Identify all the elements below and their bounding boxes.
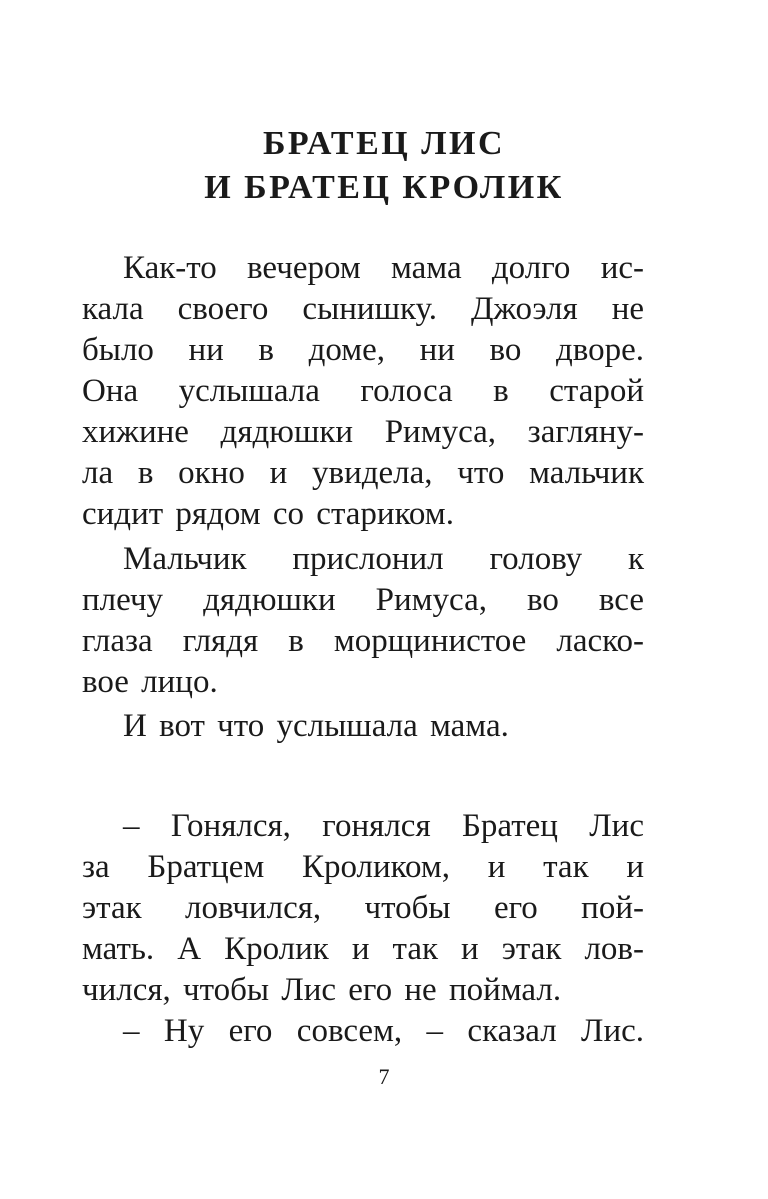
text-line: чился, чтобы Лис его не поймал. xyxy=(82,972,562,1008)
text-line: ла в окно и увидела, что мальчик xyxy=(82,455,644,491)
text-line: этак ловчился, чтобы его пой- xyxy=(82,890,644,926)
chapter-title-line-2: И БРАТЕЦ КРОЛИК xyxy=(204,169,564,206)
text-line: – Гонялся, гонялся Братец Лис xyxy=(123,808,644,844)
text-line: – Ну его совсем, – сказал Лис. xyxy=(123,1013,644,1049)
text-line: вое лицо. xyxy=(82,664,218,700)
page-number: 7 xyxy=(378,1064,390,1089)
text-line: хижине дядюшки Римуса, загляну- xyxy=(82,414,644,450)
text-line: Как-то вечером мама долго ис- xyxy=(123,250,644,286)
text-line: Она услышала голоса в старой xyxy=(82,373,644,409)
text-line: сидит рядом со стариком. xyxy=(82,496,454,532)
text-line: кала своего сынишку. Джоэля не xyxy=(82,291,644,327)
text-line: плечу дядюшки Римуса, во все xyxy=(82,582,644,618)
text-line: было ни в доме, ни во дворе. xyxy=(82,332,644,368)
chapter-title-line-1: БРАТЕЦ ЛИС xyxy=(262,125,506,162)
text-line: за Братцем Кроликом, и так и xyxy=(82,849,644,885)
text-line: Мальчик прислонил голову к xyxy=(123,541,644,577)
text-line: И вот что услышала мама. xyxy=(123,708,509,744)
text-line: глаза глядя в морщинистое ласко- xyxy=(82,623,644,659)
text-line: мать. А Кролик и так и этак лов- xyxy=(82,931,644,967)
